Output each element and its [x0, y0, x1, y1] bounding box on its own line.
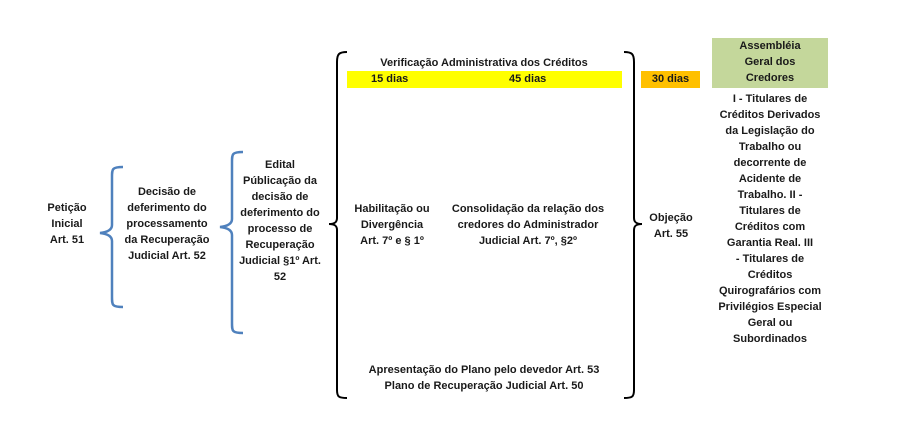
days-band-orange [641, 71, 700, 88]
stage-edital-publicacao: Edital Públicação da decisão de deferimento do processo de Recuperação Judicial §1º Art. 52 [239, 159, 321, 283]
stage-consolidacao-credores: Consolidação da relação dos credores do Administrador Judicial Art. 7º, §2º [451, 203, 605, 247]
days-15-label: 15 dias [371, 73, 409, 85]
stage-objecao: Objeção Art. 55 [649, 212, 693, 240]
days-30-label: 30 dias [651, 73, 690, 85]
stage-habilitacao-divergencia: Habilitação ou Divergência Art. 7º e § 1º [354, 203, 430, 247]
bracket-verification-right [624, 52, 642, 398]
assembly-title-box: Assembléia Geral dos Credores [712, 38, 828, 88]
plano-recuperacao: Plano de Recuperação Judicial Art. 50 [384, 380, 584, 392]
bracket-verification-left [329, 52, 347, 398]
stage-decisao-deferimento: Decisão de deferimento do processamento da Recuperação Judicial Art. 52 [124, 186, 210, 262]
days-45-label: 45 dias [509, 73, 547, 85]
assembly-creditor-classes: I - Titulares de Créditos Derivados da Legislação do Trabalho ou decorrente de Acidente de Trabalho. II - Titulares de Créditos com Garantia Real. III - Titulares de Créditos Quirografários com Privilégios Especial Geral ou Subordinados [718, 93, 822, 345]
plano-apresentacao: Apresentação do Plano pelo devedor Art. 53 [368, 364, 600, 376]
verification-title: Verificação Administrativa dos Créditos [380, 57, 588, 69]
stage-peticao-inicial: Petição Inicial Art. 51 [47, 202, 87, 246]
days-band-yellow [347, 71, 622, 88]
